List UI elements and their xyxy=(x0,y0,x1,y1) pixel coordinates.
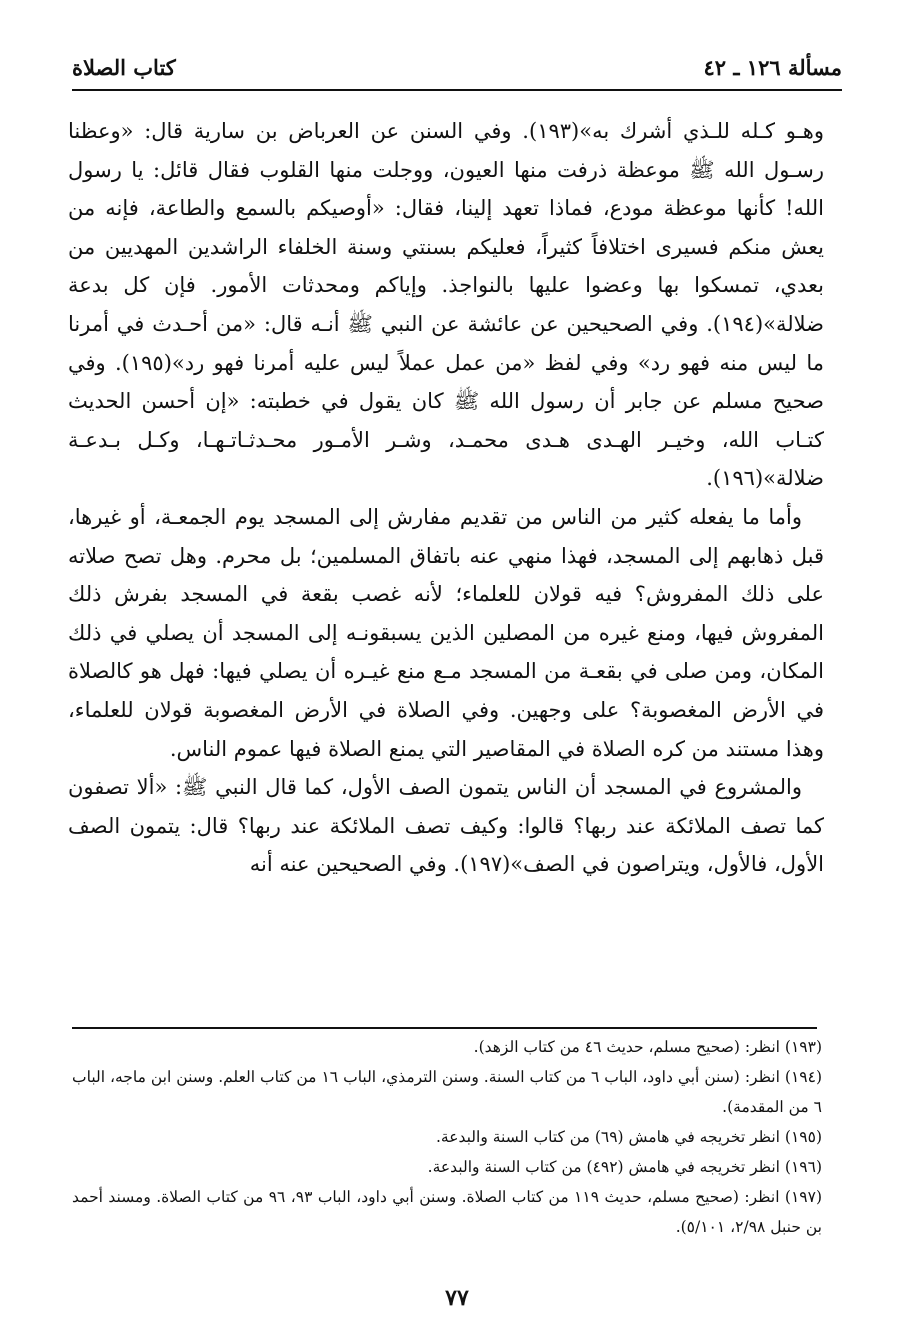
page-number: ٧٧ xyxy=(445,1285,469,1311)
footnote-196: (١٩٦) انظر تخريجه في هامش (٤٩٢) من كتاب السنة والبدعة. xyxy=(427,1158,822,1176)
footnote-193: (١٩٣) انظر: (صحيح مسلم، حديث ٤٦ من كتاب الزهد). xyxy=(473,1038,822,1056)
footnote-197: (١٩٧) انظر: (صحيح مسلم، حديث ١١٩ من كتاب الصلاة. وسنن أبي داود، الباب ٩٣، ٩٦ من كتاب الصلاة. ومسند أحمد بن حنبل ٢/٩٨، ٥/١٠١). xyxy=(72,1188,822,1236)
footnote-195: (١٩٥) انظر تخريجه في هامش (٦٩) من كتاب السنة والبدعة. xyxy=(436,1128,822,1146)
header-book-title: كتاب الصلاة xyxy=(72,55,176,80)
running-header xyxy=(72,46,842,80)
main-text xyxy=(68,112,824,884)
header-issue-number: مسألة ١٢٦ ـ ٤٢ xyxy=(703,55,842,80)
footnote-divider xyxy=(72,1027,817,1029)
header-divider xyxy=(72,89,842,91)
footnotes xyxy=(72,1032,822,1242)
footnote-194: (١٩٤) انظر: (سنن أبي داود، الباب ٦ من كتاب السنة. وسنن الترمذي، الباب ١٦ من كتاب العلم. وسنن ابن ماجه، الباب ٦ من المقدمة). xyxy=(72,1068,822,1116)
paragraph-2: وأما ما يفعله كثير من الناس من تقديم مفارش إلى المسجد يوم الجمعـة، أو غيرها، قبل ذهابهم إلى المسجد، فهذا منهي عنه باتفاق المسلمين؛ بل محرم. وهل تصح صلاته على ذلك المفروش؟ فيه قولان للعلماء؛ لأنه غصب بقعة في المسجد بفرش ذلك المفروش فيها، ومنع غيره من المصلين الذين يسبقونـه إلى المسجد أن يصلي في ذلك المكان، ومن صلى في بقعـة من المسجد مـع منع غيـره أن يصلي فيها: فهل هو كالصلاة في الأرض المغصوبة؟ على وجهين. وفي الصلاة في الأرض المغصوبة قولان للعلماء، وهذا مستند من كره الصلاة في المقاصير التي يمنع الصلاة فيها عموم الناس. xyxy=(68,504,824,761)
paragraph-3: والمشروع في المسجد أن الناس يتمون الصف الأول، كما قال النبي ﷺ: «ألا تصفون كما تصف الملائكة عند ربها؟ قالوا: وكيف تصف الملائكة عند ربها؟ قال: يتمون الصف الأول، فالأول، ويتراصون في الصف»(١٩٧). وفي الصحيحين عنه أنه xyxy=(68,775,824,877)
paragraph-1: وهـو كـله للـذي أشرك به»(١٩٣). وفي السنن عن العرباض بن سارية قال: «وعظنا رسـول الله ﷺ موعظة ذرفت منها العيون، ووجلت منها القلوب فقال قائل: يا رسول الله! كأنها موعظة مودع، فماذا تعهد إلينا، فقال: «أوصيكم بالسمع والطاعة، فإنه من يعش منكم فسيرى اختلافاً كثيراً، فعليكم بسنتي وسنة الخلفاء الراشدين المهديين من بعدي، تمسكوا بها وعضوا عليها بالنواجذ. وإياكم ومحدثات الأمور. فإن كل بدعة ضلالة»(١٩٤). وفي الصحيحين عن عائشة عن النبي ﷺ أنـه قال: «من أحـدث في أمرنا ما ليس منه فهو رد» وفي لفظ «من عمل عملاً ليس عليه أمرنا فهو رد»(١٩٥). وفي صحيح مسلم عن جابر أن رسول الله ﷺ كان يقول في خطبته: «إن أحسن الحديث كتـاب الله، وخيـر الهـدى هـدى محمـد، وشـر الأمـور محـدثـاتـهـا، وكـل بـدعـة ضلالة»(١٩٦). xyxy=(68,119,824,491)
